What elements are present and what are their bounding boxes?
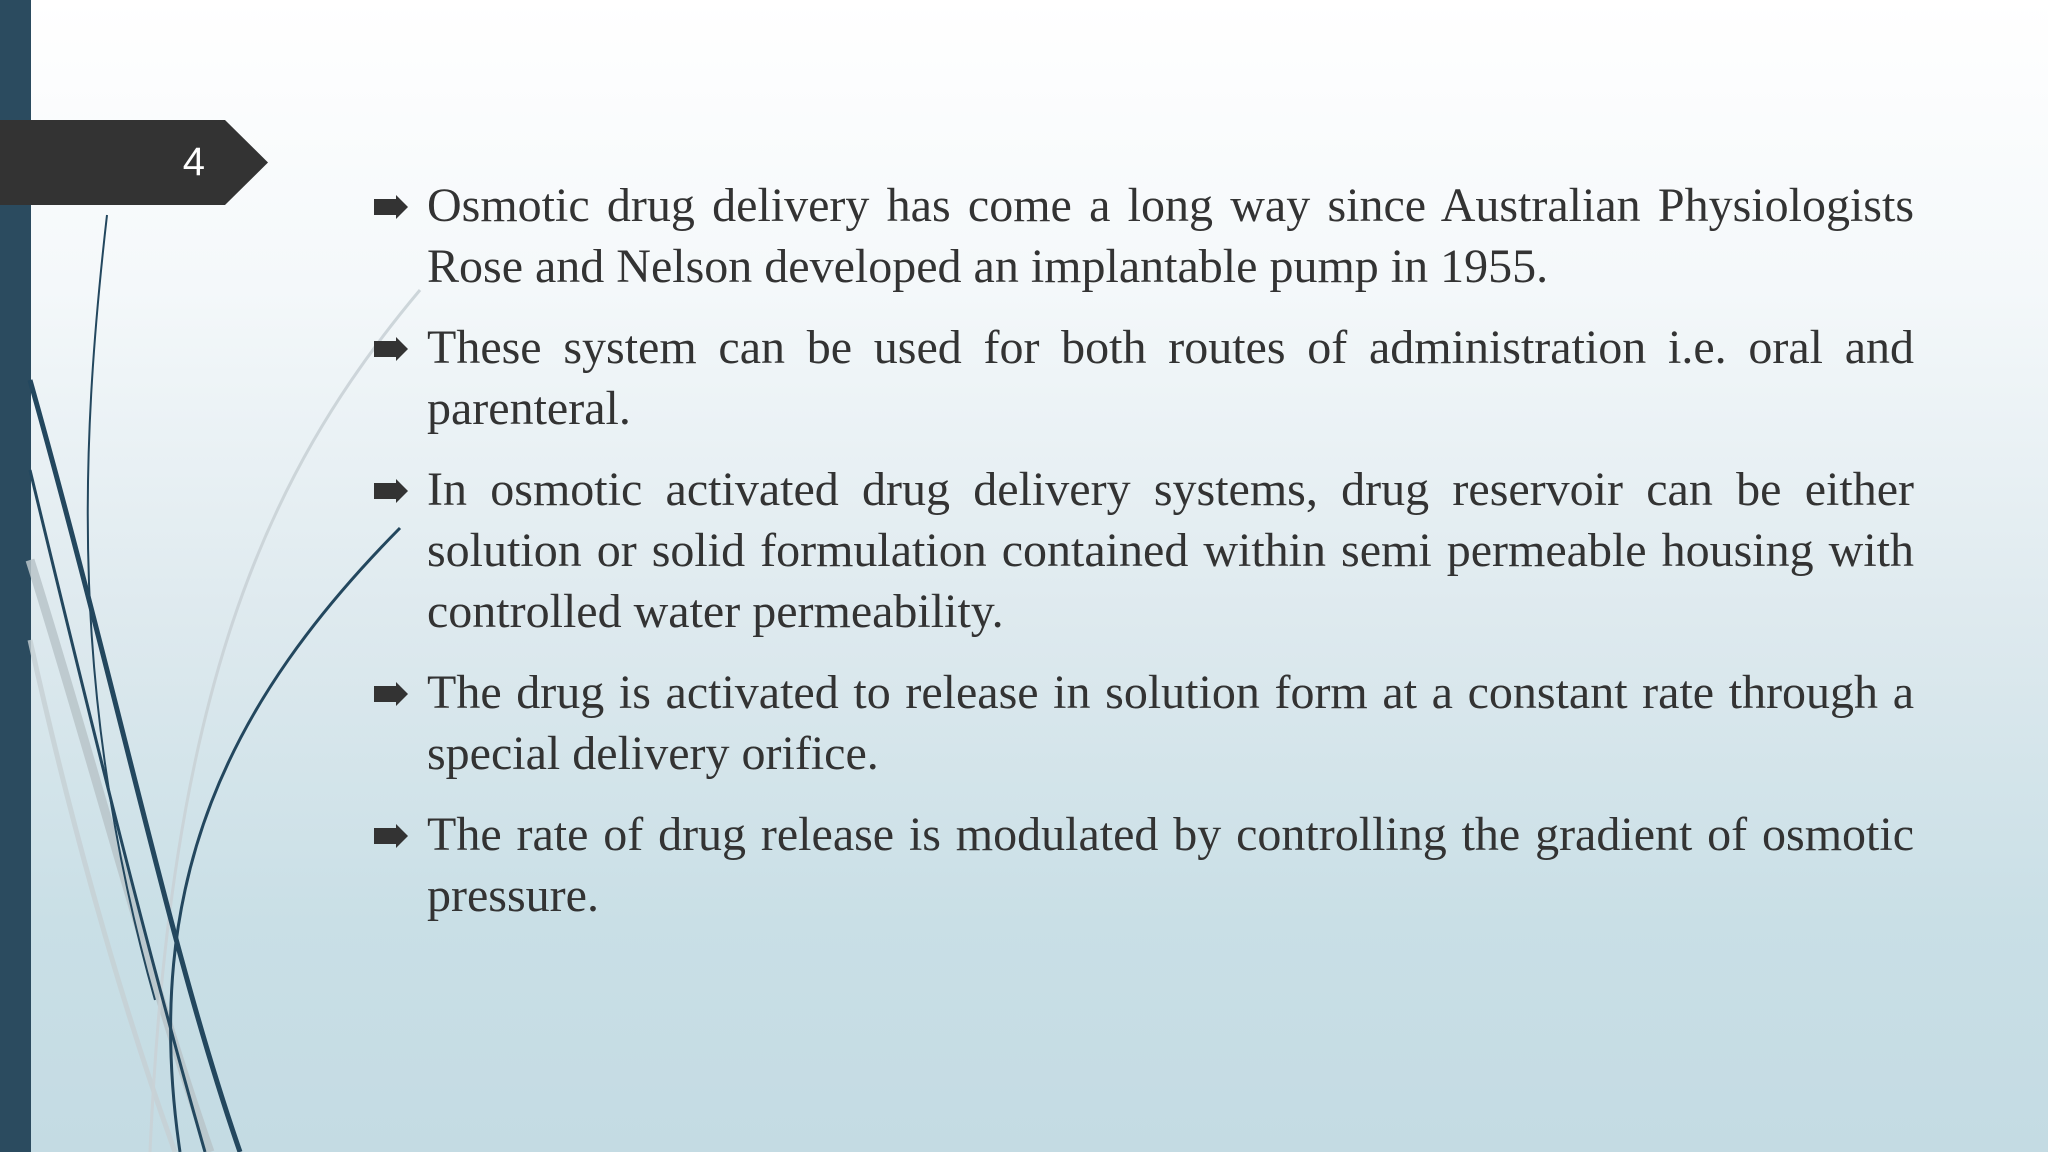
- bullet-item: [372, 459, 1914, 642]
- bullet-item: [372, 175, 1914, 297]
- pointing-hand-icon: [372, 822, 410, 850]
- pointing-hand-icon: [372, 193, 410, 221]
- slide-number-tab: [0, 120, 268, 205]
- bullet-list: [372, 175, 1914, 946]
- bullet-item: [372, 662, 1914, 784]
- pointing-hand-icon: [372, 680, 410, 708]
- bullet-item: [372, 317, 1914, 439]
- slide-number: 4: [182, 140, 205, 184]
- pointing-hand-icon: [372, 335, 410, 363]
- bullet-text: In osmotic activated drug delivery systems, drug reservoir can be either solution or solid formulation contained within semi permeable housing with controlled water permeability.: [427, 463, 1914, 638]
- bullet-text: The rate of drug release is modulated by controlling the gradient of osmotic pressure.: [427, 808, 1914, 922]
- bullet-item: [372, 804, 1914, 926]
- pointing-hand-icon: [372, 477, 410, 505]
- bullet-text: The drug is activated to release in solution form at a constant rate through a special delivery orifice.: [427, 666, 1914, 780]
- bullet-text: Osmotic drug delivery has come a long way since Australian Physiologists Rose and Nelson developed an implantable pump in 1955.: [427, 179, 1914, 293]
- bullet-text: These system can be used for both routes of administration i.e. oral and parenteral.: [427, 321, 1914, 435]
